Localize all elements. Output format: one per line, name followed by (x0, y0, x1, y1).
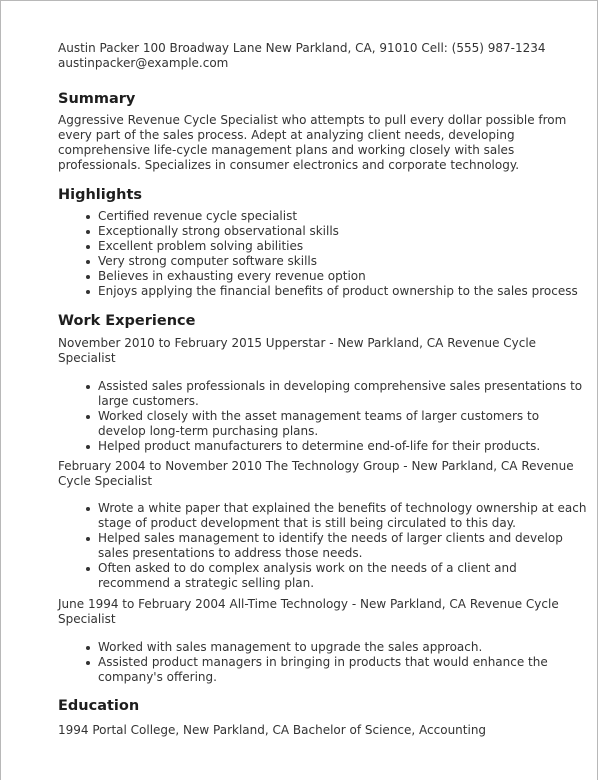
list-item: Exceptionally strong observational skills (58, 224, 588, 239)
list-item: Very strong computer software skills (58, 254, 588, 269)
list-item: Worked closely with the asset management teams of larger customers to develop long-term purchasing plans. (58, 409, 588, 439)
list-item: Certified revenue cycle specialist (58, 209, 588, 224)
resume-content (58, 41, 588, 738)
list-item: Enjoys applying the financial benefits of product ownership to the sales process (58, 284, 588, 299)
list-item: Helped sales management to identify the needs of larger clients and develop sales presentations to address those needs. (58, 531, 588, 561)
highlights-heading: Highlights (58, 187, 143, 203)
list-item: Wrote a white paper that explained the benefits of technology ownership at each stage of product development that is still being circulated to this day. (58, 501, 588, 531)
list-item: Helped product manufacturers to determine end-of-life for their products. (58, 439, 588, 454)
contact-line: Austin Packer 100 Broadway Lane New Parkland, CA, 91010 Cell: (555) 987-1234 (58, 41, 546, 55)
education-heading: Education (58, 698, 140, 714)
summary-text: Aggressive Revenue Cycle Specialist who attempts to pull every dollar possible from every part of the sales process. Adept at analyzing client needs, developing comprehensive life-cycle management plans and working closely with sales professionals. Specializes in consumer electronics and corporate technology. (58, 113, 567, 172)
list-item: Assisted product managers in bringing in products that would enhance the company's offering. (58, 655, 588, 685)
list-item: Assisted sales professionals in developing comprehensive sales presentations to large customers. (58, 379, 588, 409)
list-item: Believes in exhausting every revenue option (58, 269, 588, 284)
job-title: June 1994 to February 2004 All-Time Technology - New Parkland, CA Revenue Cycle Specialist (58, 597, 559, 626)
education-text: 1994 Portal College, New Parkland, CA Bachelor of Science, Accounting (58, 723, 487, 737)
email: austinpacker@example.com (58, 56, 229, 70)
job-bullets (58, 379, 588, 454)
list-item: Excellent problem solving abilities (58, 239, 588, 254)
job-title: February 2004 to November 2010 The Technology Group - New Parkland, CA Revenue Cycle Specialist (58, 459, 574, 488)
highlights-list (58, 209, 588, 299)
job-bullets (58, 640, 588, 685)
job-title: November 2010 to February 2015 Upperstar - New Parkland, CA Revenue Cycle Specialist (58, 336, 537, 365)
list-item: Often asked to do complex analysis work on the needs of a client and recommend a strategic selling plan. (58, 561, 588, 591)
job-bullets (58, 501, 588, 591)
work-heading: Work Experience (58, 313, 196, 329)
summary-heading: Summary (58, 91, 136, 107)
list-item: Worked with sales management to upgrade the sales approach. (58, 640, 588, 655)
